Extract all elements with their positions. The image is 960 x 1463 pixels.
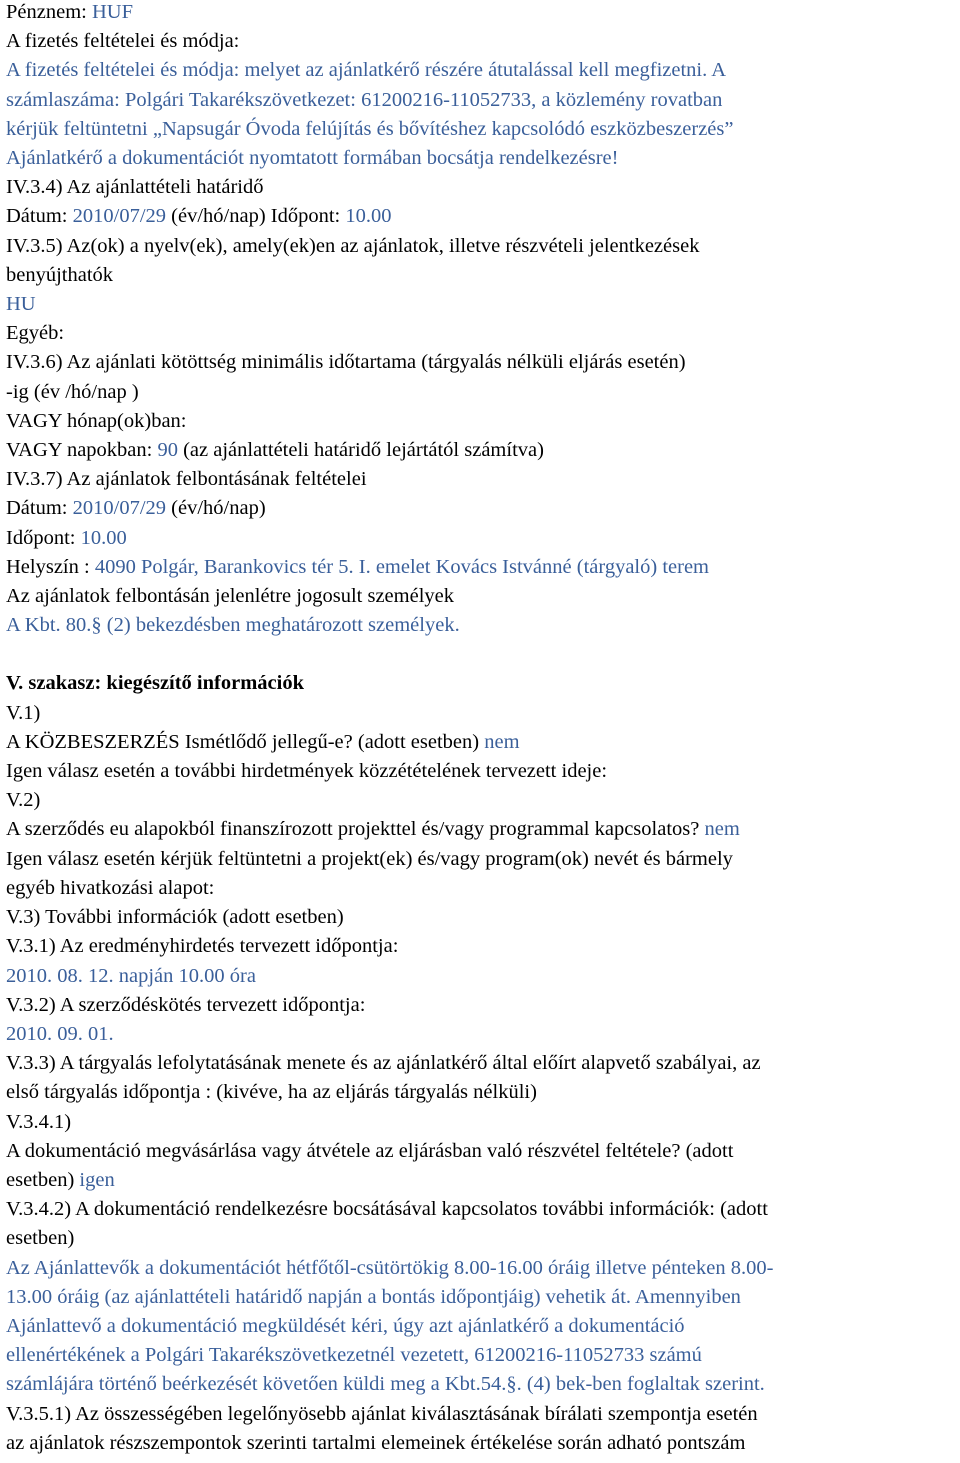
field-label: A szerződés eu alapokból finanszírozott projekttel és/vagy programmal kapcsolatos? <box>6 818 705 841</box>
field-value: Ajánlattevő a dokumentáció megküldését kéri, úgy azt ajánlatkérő a dokumentáció <box>6 1314 685 1337</box>
document-line <box>6 1341 954 1370</box>
field-label: Igen válasz esetén kérjük feltüntetni a projekt(ek) és/vagy program(ok) nevét és bármely <box>6 847 733 870</box>
document-line <box>6 465 954 494</box>
document-line <box>6 1049 954 1078</box>
field-label: IV.3.5) Az(ok) a nyelv(ek), amely(ek)en az ajánlatok, illetve részvételi jelentkezések <box>6 234 700 257</box>
field-label: benyújthatók <box>6 263 114 286</box>
document-line <box>6 669 954 698</box>
document-line <box>6 173 954 202</box>
field-label: VAGY hónap(ok)ban: <box>6 409 187 432</box>
document-line <box>6 1224 954 1253</box>
field-value: 10.00 <box>345 205 392 228</box>
field-value: Ajánlatkérő a dokumentációt nyomtatott formában bocsátja rendelkezésre! <box>6 147 619 170</box>
document-line <box>6 407 954 436</box>
document-line <box>6 1108 954 1137</box>
field-value: nem <box>484 730 520 753</box>
document-line <box>6 757 954 786</box>
document-line <box>6 1254 954 1283</box>
document-line <box>6 202 954 231</box>
field-value: számlaszáma: Polgári Takarékszövetkezet: 61200216-11052733, a közlemény rovatban <box>6 88 723 111</box>
field-value: nem <box>704 818 740 841</box>
field-value: 10.00 <box>80 526 127 549</box>
field-value: igen <box>79 1168 115 1191</box>
field-value: 13.00 óráig (az ajánlattételi határidő napján a bontás időpontjáig) vehetik át. Amennyiben <box>6 1285 741 1308</box>
document-line <box>6 144 954 173</box>
document-line <box>6 1166 954 1195</box>
field-value: HUF <box>91 1 133 23</box>
document-line <box>6 1370 954 1399</box>
field-label: Időpont: <box>6 526 81 549</box>
document-line <box>6 115 954 144</box>
field-value: ellenértékének a Polgári Takarékszövetkezetnél vezetett, 61200216-11052733 számú <box>6 1344 702 1367</box>
field-label: V.3.3) A tárgyalás lefolytatásának menete és az ajánlatkérő által előírt alapvető szabályai, az <box>6 1052 761 1075</box>
field-value: 2010/07/29 <box>72 205 167 228</box>
field-label: az ajánlatok részszempontok szerinti tartalmi elemeinek értékelése során adható pontszám <box>6 1431 746 1454</box>
document-line <box>6 786 954 815</box>
document-line <box>6 699 954 728</box>
field-label: A dokumentáció megvásárlása vagy átvétele az eljárásban való részvétel feltétele? (adott <box>6 1139 734 1162</box>
document-line <box>6 1429 954 1458</box>
field-label: V.1) <box>6 701 41 724</box>
field-label: esetben) <box>6 1168 80 1191</box>
field-label: V.3.4.2) A dokumentáció rendelkezésre bocsátásával kapcsolatos további információk: (adott <box>6 1198 768 1221</box>
document-line <box>6 378 954 407</box>
document-line <box>6 1137 954 1166</box>
field-label: V.3.5.1) Az összességében legelőnyösebb ajánlat kiválasztásának bírálati szempontja esetén <box>6 1402 758 1425</box>
document-line <box>6 86 954 115</box>
field-label: V.3.4.1) <box>6 1110 72 1133</box>
document-line <box>6 845 954 874</box>
document-line <box>6 1020 954 1049</box>
document-line <box>6 1400 954 1429</box>
field-label: Helyszín : <box>6 555 95 578</box>
field-value: 2010. 08. 12. napján 10.00 óra <box>6 964 256 987</box>
document-line <box>6 728 954 757</box>
field-label: egyéb hivatkozási alapot: <box>6 876 215 899</box>
document-line <box>6 0 954 27</box>
field-label: (év/hó/nap) <box>166 497 266 520</box>
field-value: 2010. 09. 01. <box>6 1022 114 1045</box>
field-label: V.3.2) A szerződéskötés tervezett időpontja: <box>6 993 366 1016</box>
document-line <box>6 232 954 261</box>
field-label: Dátum: <box>6 205 73 228</box>
field-value: 2010/07/29 <box>72 497 167 520</box>
document-line <box>6 1283 954 1312</box>
field-label: IV.3.4) Az ajánlattételi határidő <box>6 176 264 199</box>
field-label: Igen válasz esetén a további hirdetmények közzétételének tervezett ideje: <box>6 760 608 783</box>
document-line <box>6 991 954 1020</box>
document-line <box>6 494 954 523</box>
document-line <box>6 553 954 582</box>
field-label: IV.3.6) Az ajánlati kötöttség minimális időtartama (tárgyalás nélküli eljárás esetén) <box>6 351 686 374</box>
field-label: VAGY napokban: <box>6 439 158 462</box>
document-line <box>6 348 954 377</box>
field-label: -ig (év /hó/nap ) <box>6 380 139 403</box>
field-label: IV.3.7) Az ajánlatok felbontásának feltételei <box>6 468 367 491</box>
document-line <box>6 524 954 553</box>
field-label: Az ajánlatok felbontásán jelenlétre jogosult személyek <box>6 585 454 608</box>
field-value: HU <box>6 293 36 316</box>
section-heading: V. szakasz: kiegészítő információk <box>6 672 304 695</box>
field-label: Egyéb: <box>6 322 65 345</box>
document-line <box>6 611 954 640</box>
field-label: V.3) További információk (adott esetben) <box>6 906 344 929</box>
document-line <box>6 319 954 348</box>
field-value: A fizetés feltételei és módja: melyet az ajánlatkérő részére átutalással kell megfizetni. A <box>6 59 727 82</box>
field-value: Az Ajánlattevők a dokumentációt hétfőtől-csütörtökig 8.00-16.00 óráig illetve pénteken 8.00- <box>6 1256 774 1279</box>
field-label: (az ajánlattételi határidő lejártától számítva) <box>177 439 544 462</box>
document-line <box>6 874 954 903</box>
document-line <box>6 962 954 991</box>
document-line <box>6 27 954 56</box>
document-line <box>6 815 954 844</box>
field-value: 90 <box>157 439 178 462</box>
field-value: kérjük feltüntetni „Napsugár Óvoda felújítás és bővítéshez kapcsolódó eszközbeszerzés” <box>6 117 734 140</box>
document-line <box>6 290 954 319</box>
field-label: első tárgyalás időpontja : (kivéve, ha az eljárás tárgyalás nélküli) <box>6 1081 537 1104</box>
field-label: Dátum: <box>6 497 73 520</box>
blank-line <box>6 640 954 669</box>
document-line <box>6 932 954 961</box>
document-line <box>6 1195 954 1224</box>
document-line <box>6 56 954 85</box>
field-value: 4090 Polgár, Barankovics tér 5. I. emelet Kovács Istvánné (tárgyaló) terem <box>94 555 709 578</box>
field-value: A Kbt. 80.§ (2) bekezdésben meghatározott személyek. <box>6 614 460 637</box>
document-line <box>6 1312 954 1341</box>
field-label: A KÖZBESZERZÉS Ismétlődő jellegű-e? (adott esetben) <box>6 730 485 753</box>
field-label: Pénznem: <box>6 1 92 23</box>
document-line <box>6 903 954 932</box>
field-value: számlájára történő beérkezését követően küldi meg a Kbt.54.§. (4) bek-ben foglaltak szerint. <box>6 1373 765 1396</box>
document-line <box>6 261 954 290</box>
document-line <box>6 1078 954 1107</box>
document-line <box>6 436 954 465</box>
document-line <box>6 582 954 611</box>
field-label: (év/hó/nap) Időpont: <box>166 205 346 228</box>
field-label: esetben) <box>6 1227 75 1250</box>
field-label: A fizetés feltételei és módja: <box>6 30 240 53</box>
field-label: V.3.1) Az eredményhirdetés tervezett időpontja: <box>6 935 399 958</box>
field-label: V.2) <box>6 789 41 812</box>
